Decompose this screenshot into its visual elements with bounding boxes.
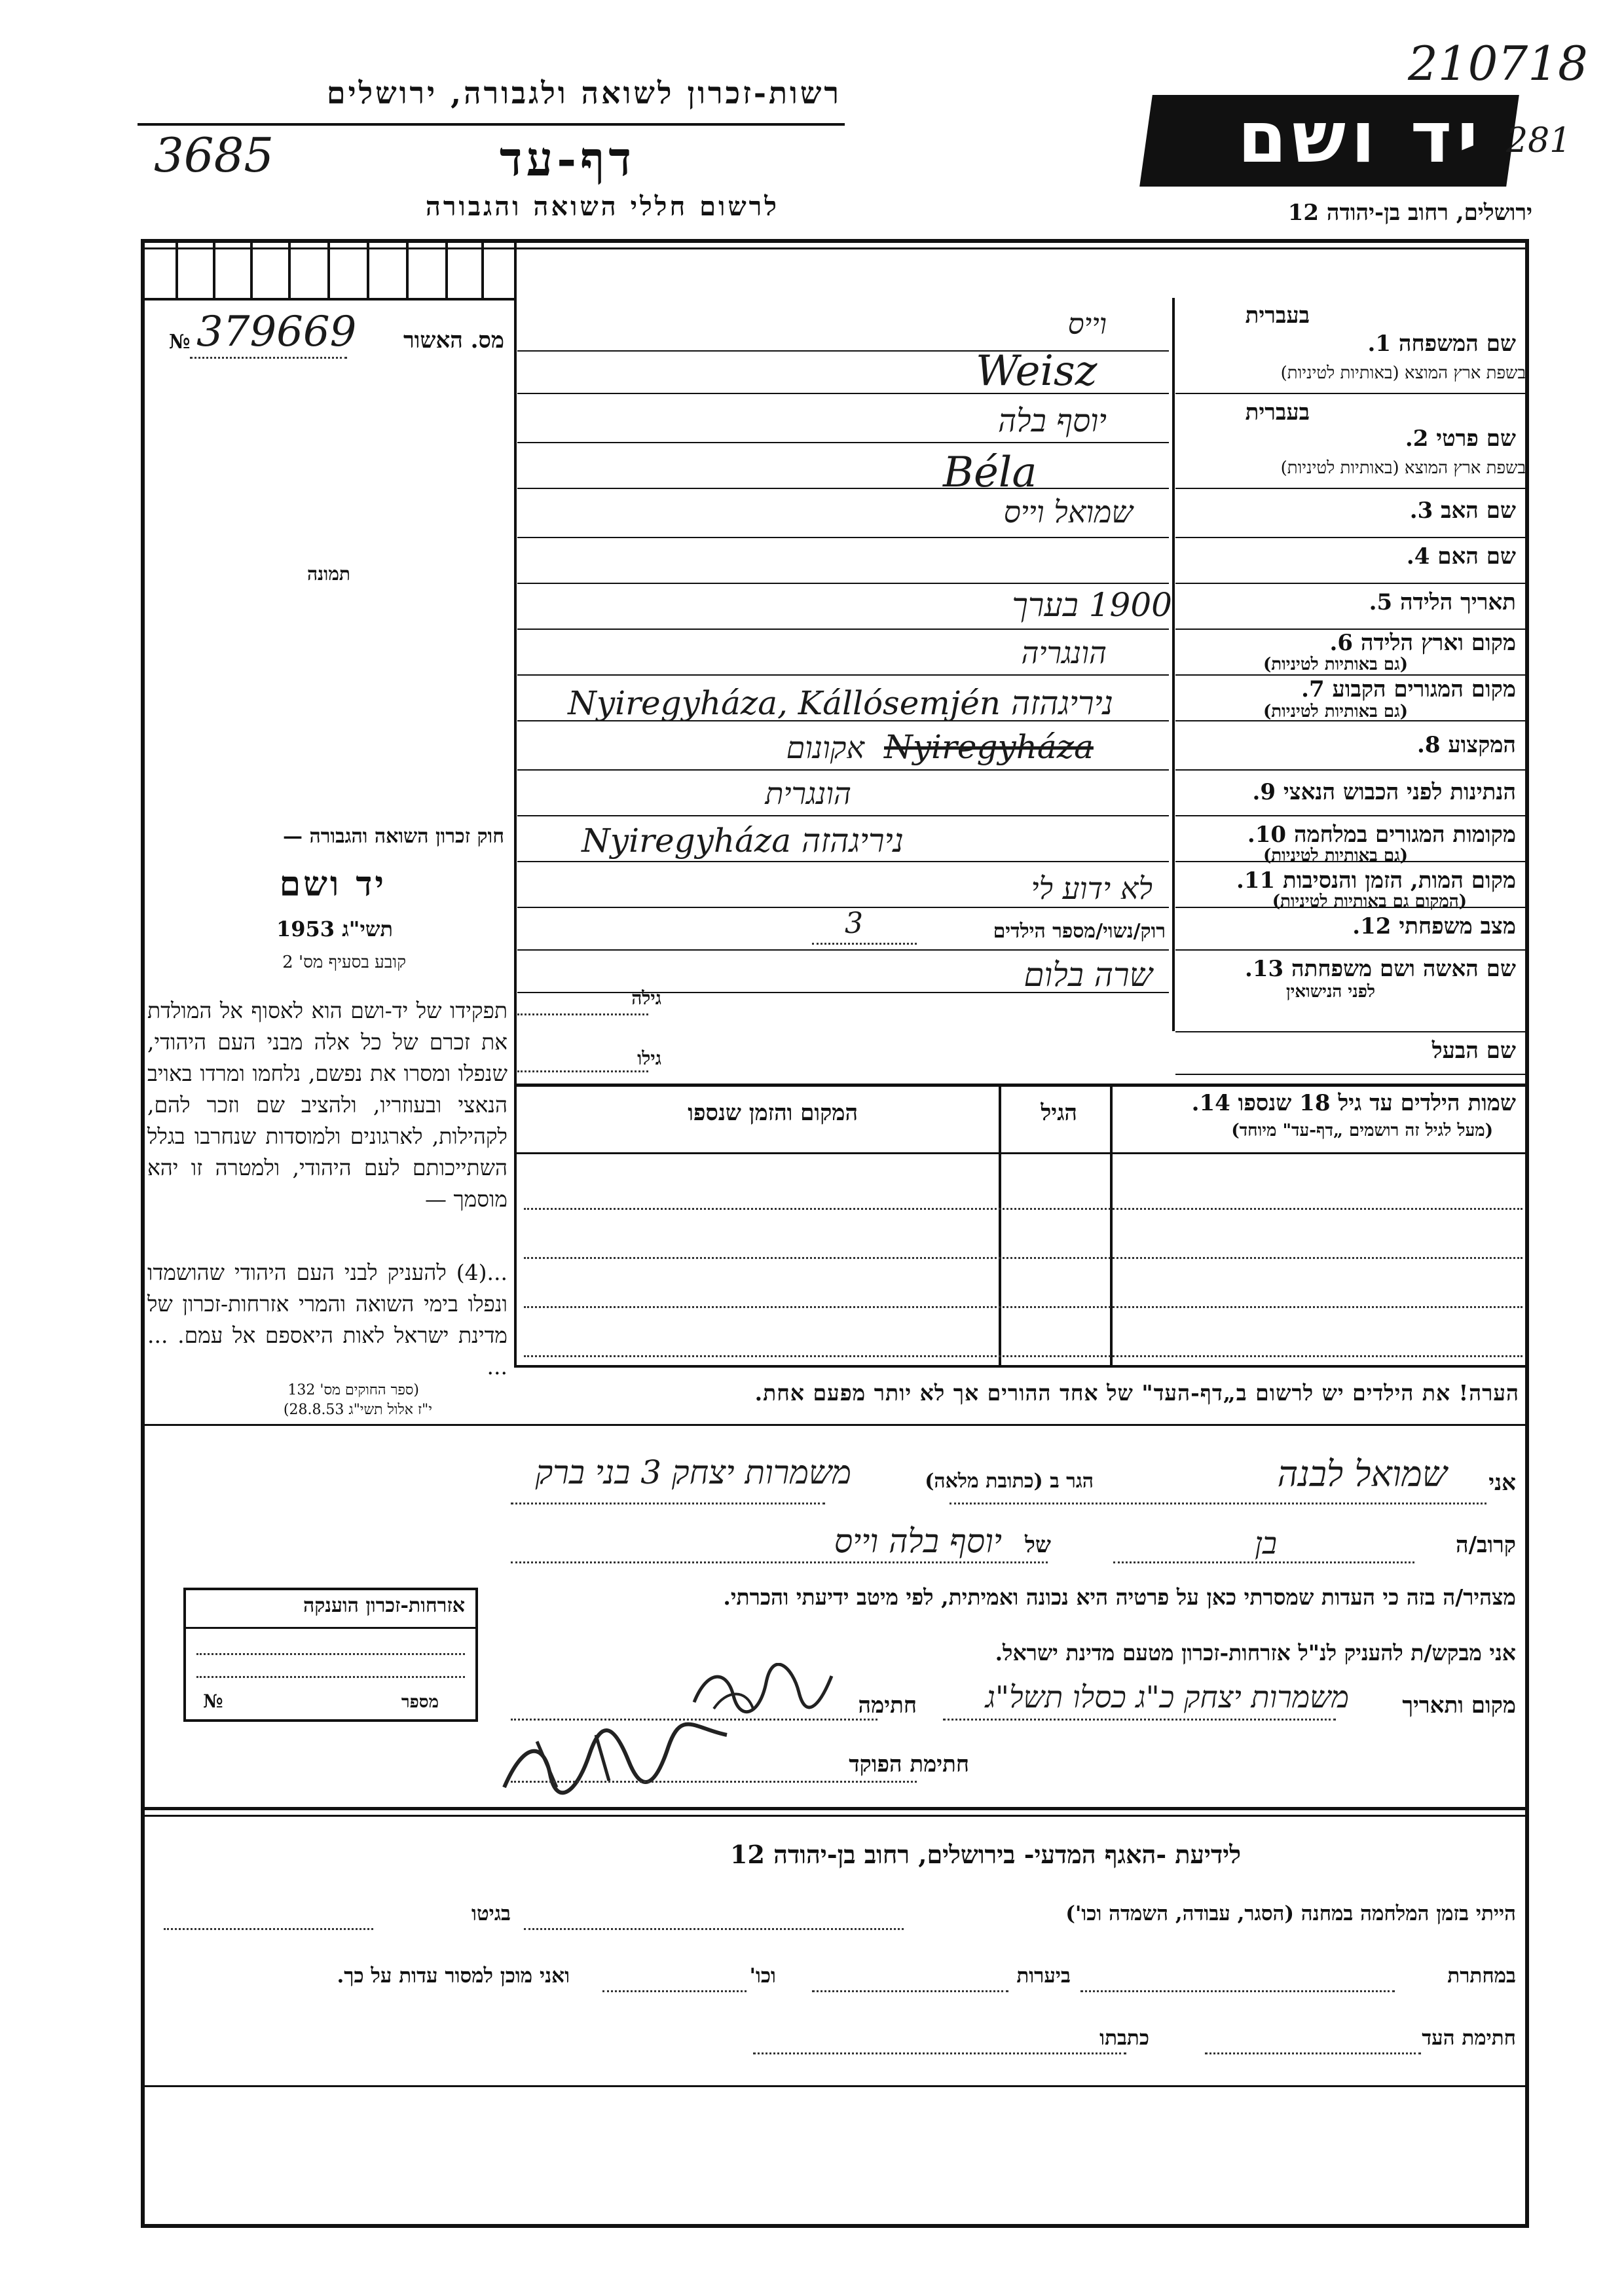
- footer-line2-dots-2: [812, 1990, 1008, 1992]
- footer-line2-c: וכו': [749, 1964, 776, 1988]
- footer-top-border-2: [141, 1815, 1529, 1817]
- request-text: אני מבקש/ת להעניק לנ"ל אזרחות-זכרון מטעם מדינת ישראל.: [995, 1640, 1516, 1666]
- children-top-border: [514, 1084, 1529, 1087]
- field-8-num: 8.: [1416, 732, 1441, 758]
- field-2-value-lat: Béla: [943, 448, 1037, 497]
- registration-prefix: №: [169, 331, 191, 354]
- children-count: 3: [845, 907, 863, 940]
- field-1-label: [1368, 331, 1516, 357]
- org-underline: [138, 123, 845, 126]
- signature-label: חתימה: [858, 1692, 917, 1719]
- citizenship-dots: [196, 1676, 465, 1678]
- field-3-num: 3.: [1409, 498, 1433, 524]
- citizenship-dots: [196, 1653, 465, 1655]
- value-line: [517, 949, 1169, 951]
- cell-divider: [514, 239, 517, 298]
- law-title-dash: —: [282, 825, 303, 848]
- left-col-bottom: [141, 1424, 517, 1426]
- field-4-label-text: שם האם: [1437, 543, 1516, 570]
- of-label: של: [1025, 1532, 1051, 1558]
- field-9-num: 9.: [1252, 779, 1276, 805]
- field-1-value-lat: Weisz: [976, 347, 1098, 395]
- label-line: [1175, 769, 1526, 771]
- law-source: (ספר החוקים מס' 132: [287, 1382, 419, 1398]
- field-6-label-text: מקום וארץ הלידה: [1360, 630, 1516, 656]
- field-1-num: 1.: [1367, 331, 1392, 357]
- declarant-ani: אני: [1488, 1470, 1516, 1496]
- field-13-num: 13.: [1245, 956, 1284, 982]
- husband-label: שם הבעל: [1431, 1038, 1516, 1064]
- children-col-1: [999, 1084, 1001, 1365]
- footer-line2-dots-1: [1080, 1990, 1395, 1992]
- org-line: רשות-זכרון לשואה ולגבורה, ירושלים: [326, 75, 841, 111]
- children-left-border: [514, 1084, 517, 1365]
- logo-text: יד ושם: [1237, 97, 1483, 179]
- value-line: [517, 488, 1169, 489]
- citizenship-title-line: [186, 1627, 475, 1629]
- field-2-label: [1405, 426, 1516, 452]
- field-7-label-text: מקום המגורים הקבוע: [1332, 676, 1516, 702]
- field-4-label: [1407, 543, 1516, 570]
- form-title: דף-עד: [499, 131, 635, 187]
- value-line: [517, 861, 1169, 862]
- value-line: [517, 769, 1169, 771]
- registration-dots: [190, 357, 347, 359]
- field-7-value: ניריגהזה Nyiregyháza, Kállósemjén: [568, 684, 1113, 722]
- place-date-value: משמרות יצחק כ"ג כסלו תשל"ג: [985, 1679, 1349, 1715]
- cell-divider: [367, 239, 369, 298]
- label-line: [1175, 537, 1526, 538]
- frame-bottom-inner: [141, 2085, 1529, 2087]
- label-line: [1175, 949, 1526, 951]
- field-12-label: [1352, 913, 1516, 939]
- label-line: [1175, 1031, 1526, 1032]
- field-1-value-he: וייס: [1067, 308, 1107, 341]
- footer-line2-a: במחתרת: [1447, 1964, 1516, 1988]
- label-line: [1175, 393, 1526, 394]
- cells-bottom: [141, 298, 514, 301]
- children-note: (מעל לגיל זה רושמים „דף-עד" מיוחד): [1231, 1121, 1493, 1140]
- field-8-label-text: המקצוע: [1448, 732, 1516, 758]
- law-text-2: ...(4) להעניק לבני העם היהודי שהושמדו ונפלו בימי השואה והמרי אזרחות-זכרון של מדינת ישראל לאות היאספם אל עמם. ... ...: [147, 1260, 507, 1379]
- fields-column-border: [1172, 298, 1175, 1031]
- law-title-text: חוק זכרון השואה והגבורה: [309, 825, 504, 848]
- relation-dots: [1113, 1561, 1414, 1563]
- children-row-dots: [524, 1355, 1522, 1357]
- law-title: [283, 825, 504, 848]
- field-12-label-text: מצב משפחתי: [1399, 913, 1516, 939]
- relation-label: קרוב/ה: [1456, 1532, 1516, 1558]
- value-line: [517, 537, 1169, 538]
- declarant-address-dots: [511, 1503, 825, 1504]
- of-dots: [511, 1561, 1048, 1563]
- law-clause: קובע בסעיף מס' 2: [282, 953, 406, 972]
- children-title-text: שמות הילדים עד גיל 18 שנספו: [1238, 1090, 1516, 1116]
- children-header-bottom: [514, 1152, 1529, 1154]
- address: ירושלים, רחוב בן-יהודה 12: [1287, 200, 1532, 226]
- children-col-2: [1110, 1084, 1113, 1365]
- field-11-num: 11.: [1236, 867, 1276, 894]
- children-col-place: המקום והזמן שנספו: [688, 1100, 858, 1126]
- children-row-dots: [524, 1306, 1522, 1308]
- value-line: [517, 674, 1169, 676]
- field-13-label: [1245, 956, 1516, 982]
- field-2-value-he: יוסף בלה: [997, 403, 1107, 439]
- officer-label: חתימת הפוקד: [849, 1751, 969, 1777]
- citizenship-no: №: [203, 1690, 223, 1712]
- declarant-address: משמרות יצחק 3 בני ברק: [535, 1453, 851, 1491]
- field-2-sub: בשפת ארץ המוצא (באותיות לטיניות): [1280, 458, 1526, 478]
- children-row-dots: [524, 1257, 1522, 1259]
- cell-divider: [250, 239, 253, 298]
- law-text-1: תפקידו של יד-ושם הוא לאסוף אל המולדת את זכרם של כל אלה מבני העם היהודי, שנפלו ומסרו את נפשם, נלחמו ומרדו באויב הנאצי ובעוזריו, ולהציב שם וזכר להם, לקהילות, לארגונים ולמוסדות שנחרבו בגלל השתייכותם לעם היהודי, ולמטרה זו יהא מוסמך —: [147, 998, 507, 1212]
- field-5-value: 1900 בערך: [1012, 586, 1172, 624]
- citizenship-title: אזרחות-זכרון הוענקה: [303, 1594, 465, 1617]
- value-line: [517, 583, 1169, 584]
- field-10-num: 10.: [1247, 822, 1287, 848]
- field-11-label-text: מקום המות, הזמן והנסיבות: [1282, 867, 1516, 894]
- cell-divider: [175, 239, 178, 298]
- field-2-num: 2.: [1405, 426, 1429, 452]
- wife-age-dots: [517, 1013, 648, 1015]
- value-line: [517, 629, 1169, 630]
- field-11-value: לא ידוע לי: [1031, 871, 1153, 906]
- field-13-value: שרה בלום: [1024, 956, 1153, 994]
- footer-line1-dots: [524, 1928, 904, 1930]
- officer-signature: [498, 1715, 733, 1800]
- footer-line1-a: הייתי בזמן המלחמה במחנה (הסגר, עבודה, השמדה וכו'): [1065, 1902, 1516, 1925]
- relation-value: בן: [1255, 1525, 1277, 1561]
- footer-title: לידיעת -האגף המדעי- בירושלים, רחוב בן-יהודה 12: [730, 1840, 1241, 1869]
- footer-line3-b: כתבתו: [1099, 2026, 1149, 2050]
- field-8-label: [1417, 732, 1516, 758]
- form-subtitle: לרשום חללי השואה והגבורה: [425, 191, 779, 222]
- resides-label: הגר ב (כתובת מלאה): [925, 1470, 1094, 1493]
- remark-top-border: [514, 1365, 1529, 1368]
- footer-line3-a: חתימת העד: [1422, 2026, 1516, 2050]
- children-row-dots: [524, 1208, 1522, 1210]
- remark-text: הערה! את הילדים יש לרשום ב„דף-העד" של אחד ההורים אך לא יותר מפעם אחת.: [754, 1380, 1519, 1406]
- field-1-sub: בשפת ארץ המוצא (באותיות לטיניות): [1280, 363, 1526, 383]
- cell-divider: [406, 239, 409, 298]
- field-10-sub: (גם באותיות לטיניות): [1263, 846, 1408, 866]
- footer-line2-dots-3: [602, 1990, 747, 1992]
- registration-value: 379669: [196, 308, 357, 356]
- field-6-num: 6.: [1329, 630, 1353, 656]
- field-8-value: אקונום: [786, 730, 864, 765]
- footer-line2-d: ואני מוכן למסור עדות על כך.: [337, 1964, 570, 1988]
- handwritten-side-number: 281: [1506, 121, 1572, 160]
- field-2-tag: בעברית: [1245, 399, 1310, 426]
- field-7-sub: (גם באותיות לטיניות): [1263, 702, 1408, 721]
- handwritten-top-number: 210718: [1408, 36, 1588, 91]
- field-10-label-text: מקומות המגורים במלחמה: [1293, 822, 1516, 848]
- frame-top-inner: [141, 247, 1529, 249]
- law-year: תשי"ג 1953: [276, 917, 393, 941]
- field-9-value: הונגרית: [765, 776, 851, 811]
- field-7-num: 7.: [1301, 676, 1325, 702]
- footer-line1-b: בגיטו: [471, 1902, 511, 1925]
- signature-icon: [688, 1663, 838, 1722]
- field-11-sub: (המקום גם באותיות לטיניות): [1272, 892, 1467, 911]
- husband-line: [1175, 1074, 1526, 1075]
- label-line: [1175, 815, 1526, 816]
- field-12-num: 12.: [1352, 913, 1392, 939]
- field-1-tag: בעברית: [1245, 302, 1310, 329]
- field-9-label-text: הנתינות לפני הכבוש הנאצי: [1283, 779, 1516, 805]
- field-7-label: [1301, 676, 1516, 702]
- marital-options: רוק/נשוי/מספר הילדים: [993, 920, 1166, 943]
- fields-column-border-left: [514, 298, 517, 1031]
- label-line: [1175, 674, 1526, 676]
- declaration-text: מצהיר/ה בזה כי העדות שמסרתי כאן על פרטיה היא נכונה ואמיתית, לפי מיטב ידיעתי והכרתי.: [723, 1584, 1516, 1610]
- field-1-label-text: שם המשפחה: [1398, 331, 1516, 357]
- registration-label: מס. האשור: [403, 327, 504, 354]
- photo-label: תמונה: [306, 563, 350, 585]
- field-6-sub: (גם באותיות לטיניות): [1263, 655, 1408, 674]
- officer-signature-icon: [498, 1715, 733, 1800]
- value-line: [517, 815, 1169, 816]
- footer-line2-b: ביערות: [1016, 1964, 1071, 1988]
- field-4-num: 4.: [1406, 543, 1430, 570]
- handwritten-left-number: 3685: [154, 128, 274, 183]
- field-3-label-text: שם האב: [1441, 498, 1516, 524]
- field-5-label: [1369, 589, 1516, 615]
- value-line: [517, 907, 1169, 908]
- field-5-label-text: תאריך הלידה: [1399, 589, 1516, 615]
- husband-age-label: גילו: [637, 1048, 661, 1069]
- cell-divider: [445, 239, 448, 298]
- field-3-label: [1410, 498, 1516, 524]
- label-line: [1175, 488, 1526, 489]
- cell-divider: [213, 239, 215, 298]
- law-source-2: י"ז אלול תשי"ג 28.8.53): [283, 1402, 432, 1418]
- citizenship-number-label: מספר: [401, 1692, 439, 1712]
- field-13-label-text: שם האשה ושם משפחתה: [1291, 956, 1516, 982]
- footer-line1-dots-2: [164, 1928, 373, 1930]
- field-9-label: [1253, 779, 1517, 805]
- law-name: יד ושם: [279, 864, 386, 904]
- field-6-value: הונגריה: [1021, 635, 1107, 670]
- cell-divider: [327, 239, 330, 298]
- children-col-age: הגיל: [1041, 1100, 1077, 1126]
- footer-line3-dots-2: [753, 2052, 1126, 2054]
- field-10-label: [1247, 822, 1516, 848]
- place-date-dots: [943, 1719, 1336, 1721]
- children-title: [1192, 1090, 1516, 1116]
- field-2-label-text: שם פרטי: [1436, 426, 1516, 452]
- officer-dots: [511, 1781, 917, 1783]
- field-8-struck: Nyiregyháza: [884, 728, 1094, 766]
- declarant-name-dots: [950, 1503, 1486, 1504]
- field-3-value: שמואל וייס: [1003, 494, 1133, 530]
- wife-age-label: גילה: [631, 987, 661, 1009]
- signature-mark: [688, 1663, 838, 1722]
- label-line: [1175, 583, 1526, 584]
- field-11-label: [1236, 867, 1516, 894]
- field-13-sub: לפני הנישואין: [1285, 982, 1375, 1002]
- footer-top-border: [141, 1807, 1529, 1810]
- children-num: 14.: [1191, 1090, 1230, 1116]
- cell-divider: [288, 239, 291, 298]
- value-line: [517, 442, 1169, 443]
- remark-bottom-border: [514, 1424, 1529, 1426]
- place-date-label: מקום ותאריך: [1402, 1692, 1516, 1719]
- children-count-dots: [812, 943, 917, 945]
- field-5-num: 5.: [1369, 589, 1393, 615]
- footer-line3-dots: [1205, 2052, 1421, 2054]
- field-10-value: ניריגהזה Nyiregyháza: [581, 822, 904, 860]
- of-name: יוסף בלה וייס: [834, 1522, 1002, 1560]
- field-6-label: [1329, 630, 1516, 656]
- cell-divider: [481, 239, 484, 298]
- declarant-name: שמואל לבנה: [1277, 1453, 1447, 1495]
- husband-age-dots: [517, 1070, 648, 1072]
